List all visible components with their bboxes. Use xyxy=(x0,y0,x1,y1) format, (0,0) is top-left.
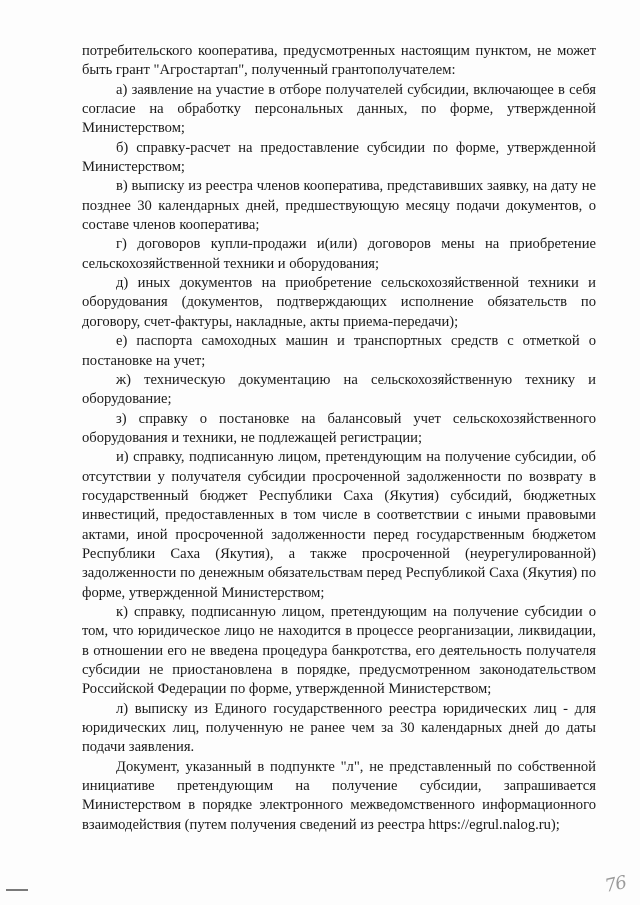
list-item-l: л) выписку из Единого государственного реестра юридических лиц - для юридических лиц, полученную не ранее чем за 30 календарных дней до даты подачи заявления. xyxy=(82,700,596,756)
list-item-b: б) справку-расчет на предоставление субсидии по форме, утвержденной Министерством; xyxy=(82,139,596,176)
list-item-v: в) выписку из реестра членов кооператива, представивших заявку, на дату не позднее 30 календарных дней, предшествующую месяцу подачи документов, о составе членов кооператива; xyxy=(82,178,596,234)
document-body xyxy=(82,42,596,835)
list-item-zh: ж) техническую документацию на сельскохозяйственную технику и оборудование; xyxy=(82,371,596,408)
list-item-g: г) договоров купли-продажи и(или) договоров мены на приобретение сельскохозяйственной техники и оборудования; xyxy=(82,236,596,272)
paragraph-continuation: потребительского кооператива, предусмотренных настоящим пунктом, не может быть грант "Агростартап", полученный грантополучателем: xyxy=(82,43,596,79)
list-item-i: и) справку, подписанную лицом, претендующим на получение субсидии, об отсутствии у получателя субсидии просроченной задолженности по возврату в государственный бюджет Республики Саха (Якутия) субсидий, бюджетных инвестиций, предоставленных в том числе в соответствии с иными правовыми актами, иной просроченной задолженности перед государственным бюджетом Республики Саха (Якутия), а также просроченной (неурегулированной) задолженности по денежным обязательствам перед Республикой Саха (Якутия) по форме, утвержденной Министерством; xyxy=(82,449,596,601)
list-item-d: д) иных документов на приобретение сельскохозяйственной техники и оборудования (документов, подтверждающих исполнение обязательств по договору, счет-фактуры, накладные, акты приема-передачи); xyxy=(82,275,596,330)
page-number: 76 xyxy=(603,872,628,897)
list-item-k: к) справку, подписанную лицом, претендующим на получение субсидии о том, что юридическое лицо не находится в процессе реорганизации, ликвидации, в отношении его не введена процедура банкротства, его деятельность получателя субсидии не приостановлена в порядке, предусмотренном законодательством Российской Федерации по форме, утвержденной Министерством; xyxy=(82,603,596,698)
list-item-a: а) заявление на участие в отборе получателей субсидии, включающее в себя согласие на обработку персональных данных, по форме, утвержденной Министерством; xyxy=(82,81,596,137)
list-item-z: з) справку о постановке на балансовый учет сельскохозяйственного оборудования и техники, не подлежащей регистрации; xyxy=(82,410,596,446)
list-item-e: е) паспорта самоходных машин и транспортных средств с отметкой о постановке на учет; xyxy=(82,333,596,369)
closing-paragraph: Документ, указанный в подпункте "л", не представленный по собственной инициативе претендующим на получение субсидии, запрашивается Министерством в порядке электронного межведомственного информационного взаимодействия (путем получения сведений из реестра https://egrul.nalog.ru); xyxy=(82,758,596,833)
scan-mark xyxy=(6,889,28,891)
